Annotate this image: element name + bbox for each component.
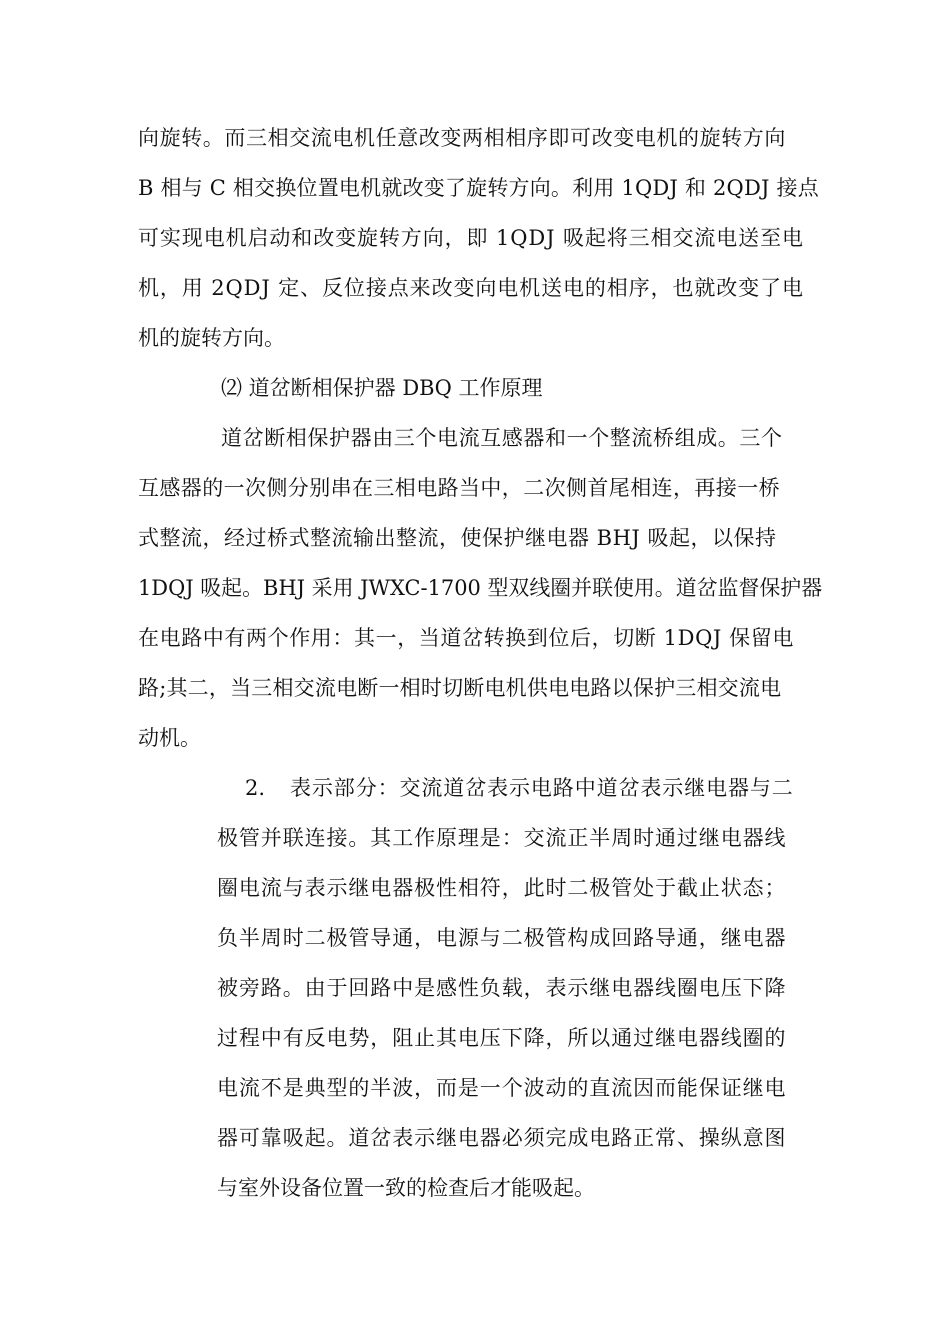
paragraph-line: 可实现电机启动和改变旋转方向，即 1QDJ 吸起将三相交流电送至电 bbox=[138, 226, 804, 250]
paragraph-line: 1DQJ 吸起。BHJ 采用 JWXC-1700 型双线圈并联使用。道岔监督保护器 bbox=[138, 576, 823, 600]
paragraph-line: B 相与 C 相交换位置电机就改变了旋转方向。利用 1QDJ 和 2QDJ 接点 bbox=[138, 176, 819, 200]
section-heading: ⑵ 道岔断相保护器 DBQ 工作原理 bbox=[221, 376, 543, 400]
paragraph-line: 动机。 bbox=[138, 726, 201, 750]
paragraph-line: 道岔断相保护器由三个电流互感器和一个整流桥组成。三个 bbox=[221, 426, 783, 450]
paragraph-line: 机，用 2QDJ 定、反位接点来改变向电机送电的相序，也就改变了电 bbox=[138, 276, 804, 300]
paragraph-line: 式整流，经过桥式整流输出整流，使保护继电器 BHJ 吸起，以保持 bbox=[138, 526, 777, 550]
paragraph-line: 向旋转。而三相交流电机任意改变两相相序即可改变电机的旋转方向 bbox=[138, 126, 786, 150]
paragraph-line: 路;其二，当三相交流电断一相时切断电机供电电路以保护三相交流电 bbox=[138, 676, 782, 700]
paragraph-line: 互感器的一次侧分别串在三相电路当中，二次侧首尾相连，再接一桥 bbox=[138, 476, 780, 500]
list-item-line: 被旁路。由于回路中是感性负载，表示继电器线圈电压下降 bbox=[217, 976, 787, 1000]
list-item-line: 表示部分：交流道岔表示电路中道岔表示继电器与二 bbox=[290, 776, 794, 800]
list-item-number: 2. bbox=[245, 776, 266, 800]
list-item-line: 负半周时二极管导通，电源与二极管构成回路导通，继电器 bbox=[217, 926, 787, 950]
list-item-line: 器可靠吸起。道岔表示继电器必须完成电路正常、操纵意图 bbox=[217, 1126, 787, 1150]
list-item-line: 与室外设备位置一致的检查后才能吸起。 bbox=[217, 1176, 595, 1200]
list-item-line: 过程中有反电势，阻止其电压下降，所以通过继电器线圈的 bbox=[217, 1026, 787, 1050]
paragraph-line: 在电路中有两个作用：其一，当道岔转换到位后，切断 1DQJ 保留电 bbox=[138, 626, 794, 650]
list-item-line: 圈电流与表示继电器极性相符，此时二极管处于截止状态； bbox=[217, 876, 787, 900]
list-item-line: 极管并联连接。其工作原理是：交流正半周时通过继电器线 bbox=[217, 826, 787, 850]
paragraph-line: 机的旋转方向。 bbox=[138, 326, 285, 350]
list-item-line: 电流不是典型的半波，而是一个波动的直流因而能保证继电 bbox=[217, 1076, 787, 1100]
